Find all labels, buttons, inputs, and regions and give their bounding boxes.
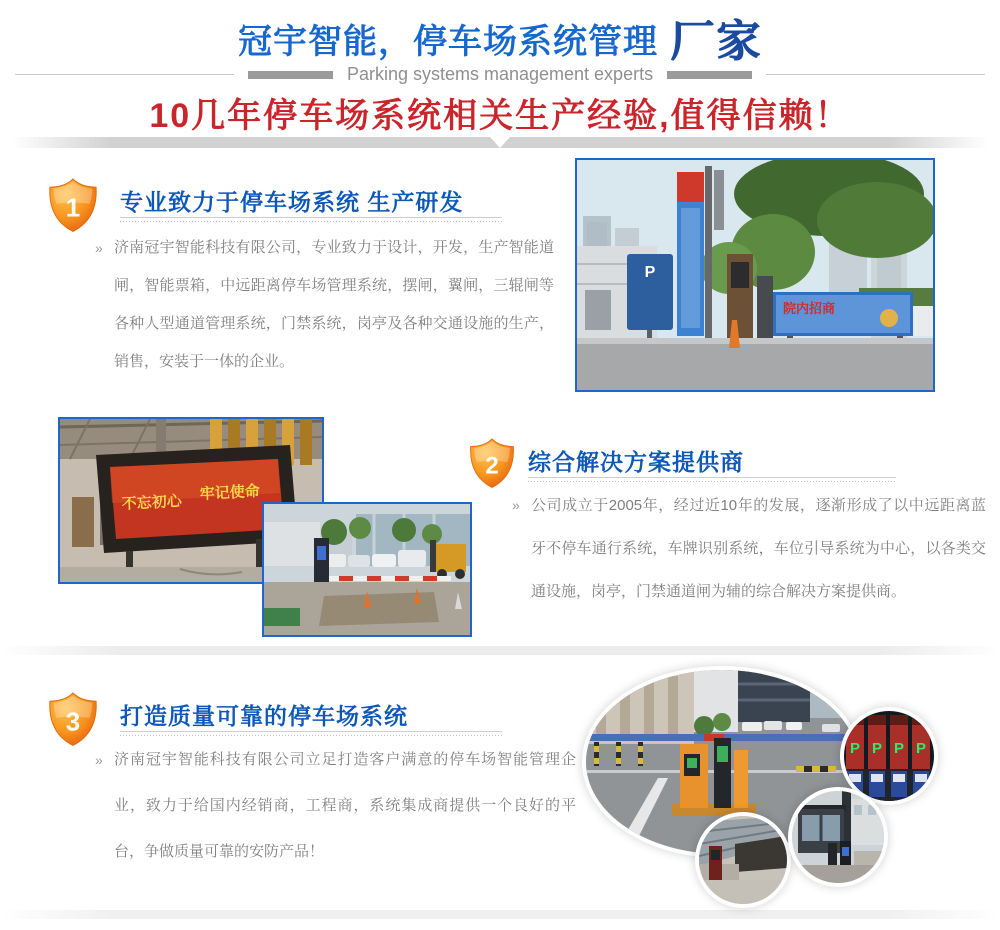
kiosk-p-letter: P xyxy=(893,740,905,757)
section-2-number-badge xyxy=(468,437,516,489)
photo-banner-text-2: 牢记使命 xyxy=(199,482,261,503)
parking-sign-letter: P xyxy=(644,264,656,281)
section-1-text: 济南冠宇智能科技有限公司，专业致力于设计，开发，生产智能道闸，智能票箱，中远距离停车场管理系统，摆闸，翼闸，三辊闸等各种人型通道管理系统，门禁系统，岗亭及各种交通设施的生产，销售，安装于一体的企业。 xyxy=(114,239,554,370)
title-underline xyxy=(120,217,502,223)
badge-number: 3 xyxy=(65,706,81,737)
badge-number: 2 xyxy=(485,452,499,480)
page-title xyxy=(0,14,1000,67)
notched-divider xyxy=(12,137,988,148)
guard-booth-circle-photo xyxy=(788,787,888,887)
divider-line xyxy=(766,74,985,75)
divider-bar xyxy=(667,71,752,79)
section-1-title: 专业致力于停车场系统 生产研发 xyxy=(120,189,464,215)
section-3-title: 打造质量可靠的停车场系统 xyxy=(120,703,408,729)
page-title-main: 冠宇智能，停车场系统管理 xyxy=(238,23,658,61)
section-2-title: 综合解决方案提供商 xyxy=(528,449,744,475)
parking-entrance-photo xyxy=(575,158,935,392)
badge-number: 1 xyxy=(65,192,81,223)
section-1-number-badge xyxy=(47,177,99,233)
ad-banner-text: 院内招商 xyxy=(783,301,836,316)
section-1-paragraph xyxy=(95,229,554,381)
kiosk-p-letter: P xyxy=(849,740,861,757)
barrier-gate-photo xyxy=(262,502,472,637)
bottom-divider xyxy=(0,910,1000,919)
section-3-text: 济南冠宇智能科技有限公司立足打造客户满意的停车场智能管理企业，致力于给国内经销商，工程商，系统集成商提供一个良好的平台，争做质量可靠的安防产品！ xyxy=(114,751,576,860)
section-divider xyxy=(0,646,1000,655)
slogan-banner: 10几年停车场系统相关生产经验,值得信赖！ xyxy=(149,97,851,135)
double-arrow-icon: » xyxy=(95,752,103,768)
section-3-paragraph xyxy=(95,737,576,875)
page-title-suffix: 厂家 xyxy=(670,17,762,67)
subtitle-en: Parking systems management experts xyxy=(346,64,654,84)
kiosk-p-letter: P xyxy=(871,740,883,757)
title-underline xyxy=(528,477,896,483)
section-3-number-badge xyxy=(47,691,99,747)
double-arrow-icon: » xyxy=(512,497,520,513)
photo-banner-text-1: 不忘初心 xyxy=(121,492,183,513)
garage-entrance-circle-photo xyxy=(695,812,791,908)
divider-bar xyxy=(248,71,333,79)
section-2-paragraph xyxy=(512,484,986,613)
kiosk-p-letter: P xyxy=(915,740,927,757)
divider-line xyxy=(15,74,234,75)
section-2-text: 公司成立于2005年，经过近10年的发展，逐渐形成了以中远距离蓝牙不停车通行系统，车牌识别系统，车位引导系统为中心，以各类交通设施，岗亭，门禁通道闸为辅的综合解决方案提供商。 xyxy=(531,497,986,600)
double-arrow-icon: » xyxy=(95,240,103,256)
subtitle-row xyxy=(15,64,985,85)
